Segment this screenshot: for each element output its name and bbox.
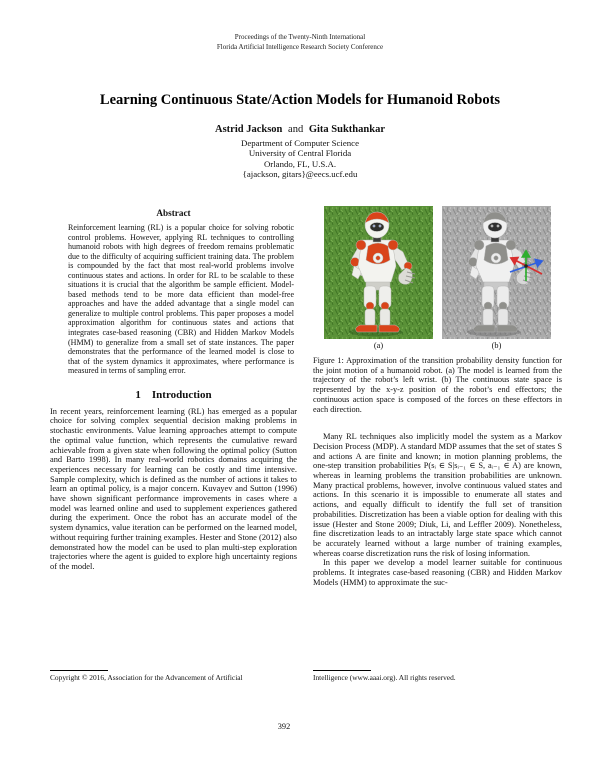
conference-header	[0, 33, 600, 52]
section-heading-introduction	[50, 389, 297, 401]
figure1-label-a: (a)	[373, 341, 384, 350]
footnote-rule-right	[313, 670, 371, 671]
section-title: Introduction	[151, 388, 212, 401]
author-2: Gita Sukthankar	[308, 124, 385, 135]
footnote-right	[313, 670, 562, 683]
footnote-left-text: Copyright © 2016, Association for the Advancement of Artificial	[50, 673, 243, 682]
body-paragraph-model-learner: In this paper we develop a model learner suitable for continuous problems. It integrates case-based reasoning (CBR) and Hidden Markov Models (HMM) to approximate the suc-	[313, 558, 562, 587]
affiliation-university: University of Central Florida	[248, 148, 352, 159]
affiliation-location: Orlando, FL, U.S.A.	[263, 158, 337, 169]
section-number: 1	[135, 388, 141, 401]
footnote-rule-left	[50, 670, 108, 671]
figure1a-color-robot-image	[324, 206, 433, 339]
introduction-paragraph: In recent years, reinforcement learning (RL) has emerged as a popular choice for solving complex sequential decision making problems in stochastic environments. Value learning approaches attempt to compute the optimal value function, which represents the cumulative reward achievable from a given state when following the optimal policy (Sutton and Barto 1998). In many real-world robotics domains acquiring the experiences necessary for learning can be costly and time intensive. Sample complexity, which is defined as the number of actions it takes to learn an optimal policy, is a major concern. Kuvayev and Sutton (1996) have shown significant performance improvements in cases where a model was learned online and used to supplement experiences gathered during the experiment. Once the robot has an accurate model of the system dynamics, value iteration can be performed on the learned model, without requiring further training examples. Hester and Stone (2012) also demonstrated how the model can be used to plan multi-step exploration trajectories where the agent is guided to explore high uncertainty regions of the model.	[50, 406, 297, 571]
page-number: 392	[277, 722, 291, 731]
paper-title: Learning Continuous State/Action Models for Humanoid Robots	[99, 92, 501, 108]
conference-header-line1: Proceedings of the Twenty-Ninth International	[234, 33, 366, 41]
figure1	[313, 206, 562, 339]
body-paragraph-mdp: Many RL techniques also implicitly model the system as a Markov Decision Process (MDP). A standard MDP assumes that the set of states S and actions A are finite and known; in motion planning problems, the one-step transition probabilities P(sᵢ ∈ S|sᵢ₋₁ ∈ S, aᵢ₋₁ ∈ A) are known, whereas in learning problems the transition probabilities are unknown. Many practical problems, however, involve continuous valued states and actions. In this scenario it is impossible to enumerate all states and actions, and equally difficult to identify the full set of transition probabilities. Discretization has been a viable option for dealing with this issue (Hester and Stone 2009; Diuk, Li, and Leffler 2009). Nonetheless, fine discretization leads to an intractably large state space which cannot be accurately learned without a large number of training examples, whereas coarse discretization runs the risk of losing information.	[313, 432, 562, 558]
footnote-left	[50, 670, 297, 683]
author-line	[0, 124, 600, 135]
conference-header-line2: Florida Artificial Intelligence Research Society Conference	[216, 42, 384, 51]
figure1-caption: Figure 1: Approximation of the transition probability density function for the joint motion of a humanoid robot. (a) The model is learned from the trajectory of the robot’s left wrist. (b) The continuous state space is represented by the x-y-z position of the robot’s end effectors; the continuous action space is composed of the forces on these effectors in each direction.	[313, 356, 562, 414]
abstract-heading: Abstract	[156, 208, 191, 218]
abstract-text: Reinforcement learning (RL) is a popular choice for solving robotic control problems. However, applying RL techniques to controlling humanoid robots with high degrees of freedom remains problematic due to the difficulty of acquiring sufficient training data. The problem is compounded by the fact that most real-world problems involve continuous states and actions. In order for RL to be scalable to these situations it is crucial that the algorithm be sample efficient. Model-based methods tend to be more data efficient than model-free approaches and have the added advantage that a single model can generalize to multiple control problems. This paper proposes a model approximation algorithm for continuous states and actions that integrates case-based reasoning (CBR) and Hidden Markov Models (HMM) to generalize from a small set of state instances. The paper demonstrates that the performance of the learned model is close to that of the system dynamics it approximates, where performance is measured in terms of sampling error.	[68, 223, 294, 376]
affiliation-department: Department of Computer Science	[241, 138, 359, 148]
author-conjunction: and	[288, 124, 304, 135]
footnote-right-text: Intelligence (www.aaai.org). All rights reserved.	[313, 673, 456, 682]
right-column	[313, 206, 562, 587]
figure1b-grayscale-robot-axes-image	[442, 206, 551, 339]
author-1: Astrid Jackson	[215, 124, 283, 135]
affiliation-email: {ajackson, gitars}@eecs.ucf.edu	[242, 168, 358, 179]
figure1-sublabels	[313, 341, 562, 350]
left-column	[50, 208, 297, 572]
figure1-label-b: (b)	[491, 341, 502, 350]
affiliation-block	[0, 138, 600, 179]
